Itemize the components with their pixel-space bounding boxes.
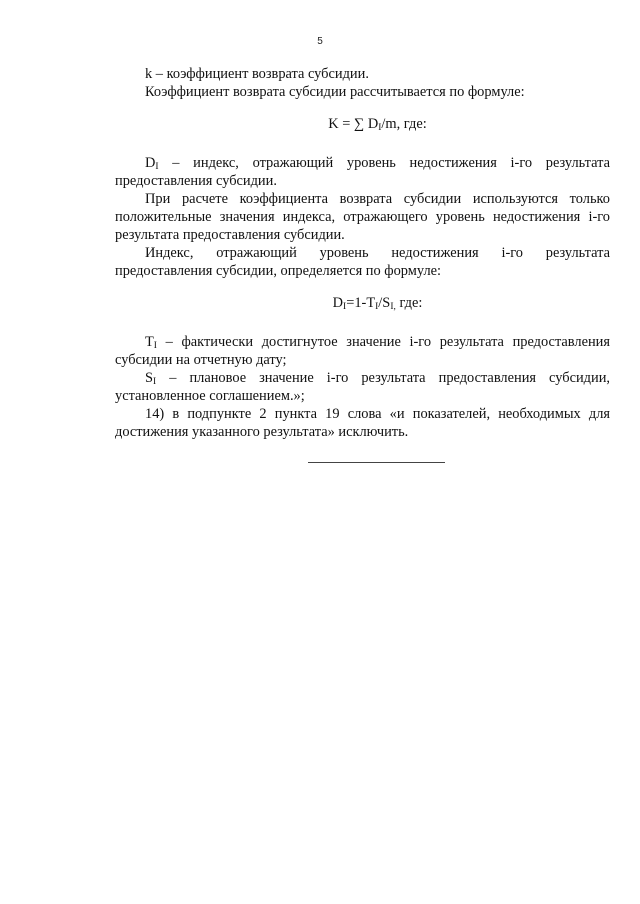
page-number: 5 [317,36,323,47]
index-intro-paragraph: Индекс, отражающий уровень недостижения i-го результата предоставления субсидии, определяется по формуле: [115,245,610,279]
index-formula [115,294,610,312]
end-separator-line [308,462,445,463]
formula2-s-subscript: I, [390,302,396,312]
t-symbol: T [145,334,154,350]
item-14-paragraph: 14) в подпункте 2 пункта 19 слова «и показателей, необходимых для достижения указанного результата» исключить. [115,406,610,440]
s-subscript: I [153,377,157,387]
t-definition-text: – фактически достигнутое значение i-го результата предоставления субсидии на отчетную дату; [115,334,610,368]
k-definition-paragraph: k – коэффициент возврата субсидии. [145,66,369,82]
s-symbol: S [145,370,154,386]
k-formula-intro-paragraph: Коэффициент возврата субсидии рассчитывается по формуле: [145,84,525,100]
formula2-t-subscript: I [375,302,379,312]
s-definition-paragraph [115,369,610,405]
t-definition-paragraph [115,333,610,369]
formula2-d: D [332,295,344,311]
positive-values-paragraph: При расчете коэффициента возврата субсидии используются только положительные значения индекса, отражающего уровень недостижения i-го результата предоставления субсидии. [115,191,610,243]
coefficient-formula [115,115,610,133]
document-body [115,65,610,441]
s-definition-text: – плановое значение i-го результата предоставления субсидии, установленное соглашением.»; [115,370,610,404]
formula1-left: K = ∑ D [328,116,379,132]
d-definition-text: – индекс, отражающий уровень недостижения i-го результата предоставления субсидии. [115,155,610,189]
d-symbol: D [145,155,156,171]
formula2-d-subscript: I [343,302,347,312]
d-definition-paragraph [115,154,610,190]
formula2-mid: =1-T [346,295,376,311]
formula1-right: /m, где: [381,116,427,132]
formula2-tail: где: [395,295,423,311]
formula2-slash: /S [378,295,391,311]
formula1-subscript: I [378,123,382,133]
t-subscript: I [153,341,157,351]
d-subscript: I [155,162,159,172]
